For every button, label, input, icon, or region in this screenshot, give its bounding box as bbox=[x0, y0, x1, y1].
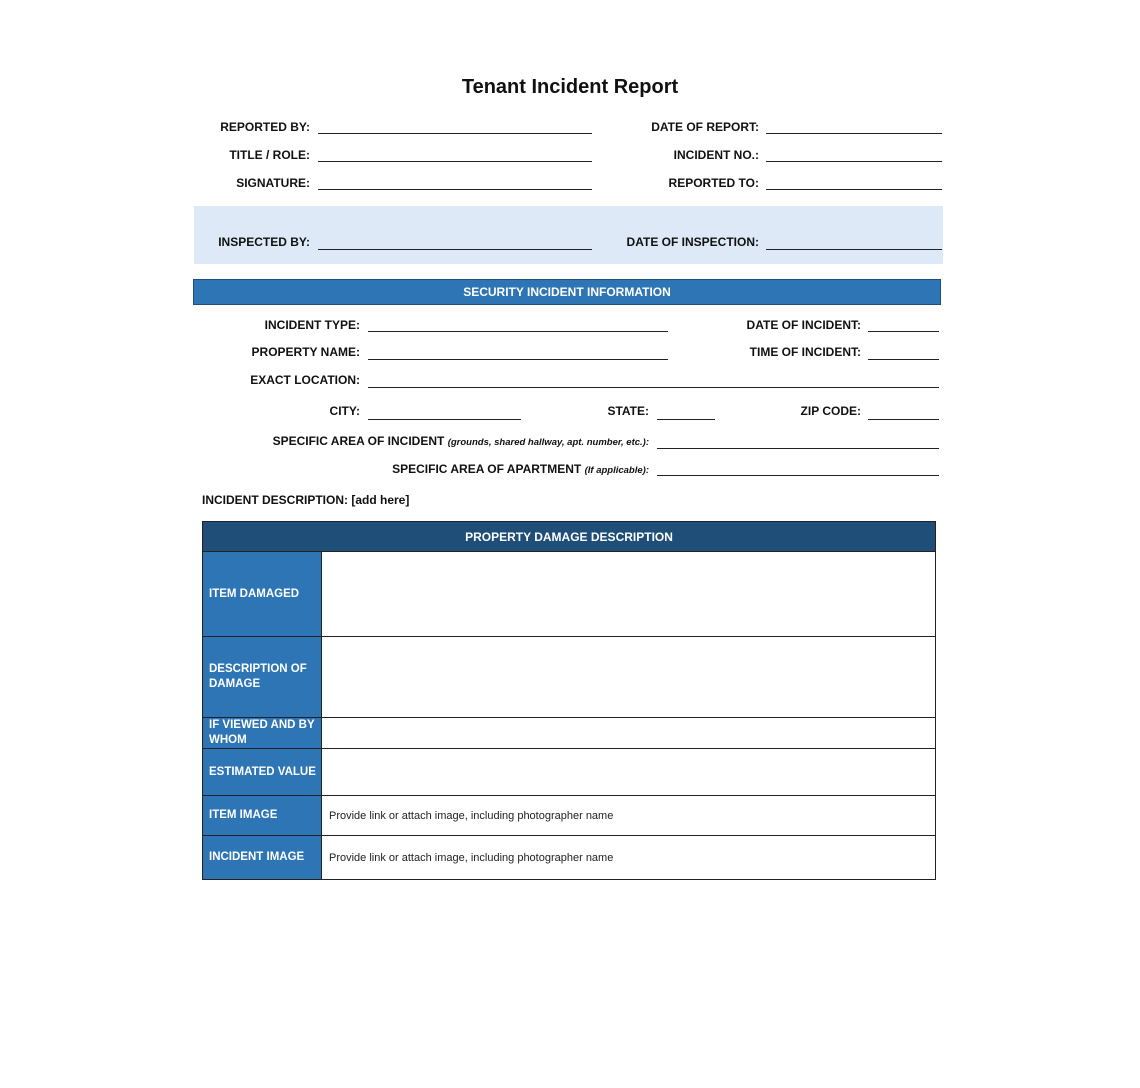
property-damage-heading: PROPERTY DAMAGE DESCRIPTION bbox=[203, 522, 936, 552]
incident-image-value[interactable]: Provide link or attach image, including photographer name bbox=[322, 836, 936, 880]
property-damage-table bbox=[202, 521, 936, 880]
table-row bbox=[203, 552, 936, 637]
date-of-report-label: DATE OF REPORT: bbox=[651, 120, 759, 134]
reported-by-label: REPORTED BY: bbox=[220, 120, 310, 134]
inspected-by-field[interactable] bbox=[318, 249, 592, 250]
city-label: CITY: bbox=[329, 404, 360, 418]
property-name-label: PROPERTY NAME: bbox=[251, 345, 360, 359]
date-of-inspection-label: DATE OF INSPECTION: bbox=[626, 235, 759, 249]
city-field[interactable] bbox=[368, 419, 521, 420]
specific-area-incident-label bbox=[273, 434, 649, 448]
reported-to-label: REPORTED TO: bbox=[668, 176, 759, 190]
exact-location-field[interactable] bbox=[368, 387, 939, 388]
item-damaged-value[interactable] bbox=[322, 552, 936, 637]
specific-area-apartment-label bbox=[392, 462, 649, 476]
description-of-damage-value[interactable] bbox=[322, 637, 936, 718]
time-of-incident-label: TIME OF INCIDENT: bbox=[749, 345, 861, 359]
signature-field[interactable] bbox=[318, 189, 592, 190]
date-of-incident-label: DATE OF INCIDENT: bbox=[746, 318, 861, 332]
viewed-by-whom-label: IF VIEWED AND BY WHOM bbox=[203, 718, 322, 749]
incident-image-label: INCIDENT IMAGE bbox=[203, 836, 322, 880]
state-field[interactable] bbox=[657, 419, 715, 420]
incident-type-field[interactable] bbox=[368, 331, 668, 332]
incident-no-label: INCIDENT NO.: bbox=[673, 148, 759, 162]
item-image-value[interactable]: Provide link or attach image, including photographer name bbox=[322, 796, 936, 836]
title-role-field[interactable] bbox=[318, 161, 592, 162]
time-of-incident-field[interactable] bbox=[868, 359, 939, 360]
specific-area-apartment-note: (If applicable): bbox=[584, 465, 649, 476]
date-of-report-field[interactable] bbox=[766, 133, 942, 134]
state-label: STATE: bbox=[607, 404, 649, 418]
specific-area-apartment-text: SPECIFIC AREA OF APARTMENT bbox=[392, 462, 582, 476]
specific-area-apartment-field[interactable] bbox=[657, 475, 939, 476]
property-name-field[interactable] bbox=[368, 359, 668, 360]
incident-description[interactable]: INCIDENT DESCRIPTION: [add here] bbox=[202, 493, 410, 507]
specific-area-incident-note: (grounds, shared hallway, apt. number, etc.): bbox=[447, 437, 649, 448]
estimated-value-label: ESTIMATED VALUE bbox=[203, 749, 322, 796]
inspected-by-label: INSPECTED BY: bbox=[218, 235, 310, 249]
security-section-heading: SECURITY INCIDENT INFORMATION bbox=[193, 279, 941, 305]
title-role-label: TITLE / ROLE: bbox=[229, 148, 310, 162]
table-row bbox=[203, 796, 936, 836]
exact-location-label: EXACT LOCATION: bbox=[250, 373, 360, 387]
table-row bbox=[203, 718, 936, 749]
date-of-inspection-field[interactable] bbox=[766, 249, 942, 250]
page-title: Tenant Incident Report bbox=[461, 76, 679, 98]
specific-area-incident-text: SPECIFIC AREA OF INCIDENT bbox=[272, 434, 445, 448]
table-row bbox=[203, 749, 936, 796]
reported-by-field[interactable] bbox=[318, 133, 592, 134]
table-row bbox=[203, 836, 936, 880]
item-image-label: ITEM IMAGE bbox=[203, 796, 322, 836]
table-row bbox=[203, 637, 936, 718]
item-damaged-label: ITEM DAMAGED bbox=[203, 552, 322, 637]
specific-area-incident-field[interactable] bbox=[657, 448, 939, 449]
description-of-damage-label: DESCRIPTION OF DAMAGE bbox=[203, 637, 322, 718]
zip-code-field[interactable] bbox=[868, 419, 939, 420]
zip-code-label: ZIP CODE: bbox=[800, 404, 861, 418]
viewed-by-whom-value[interactable] bbox=[322, 718, 936, 749]
signature-label: SIGNATURE: bbox=[236, 176, 310, 190]
date-of-incident-field[interactable] bbox=[868, 331, 939, 332]
estimated-value-value[interactable] bbox=[322, 749, 936, 796]
incident-no-field[interactable] bbox=[766, 161, 942, 162]
reported-to-field[interactable] bbox=[766, 189, 942, 190]
incident-type-label: INCIDENT TYPE: bbox=[264, 318, 360, 332]
